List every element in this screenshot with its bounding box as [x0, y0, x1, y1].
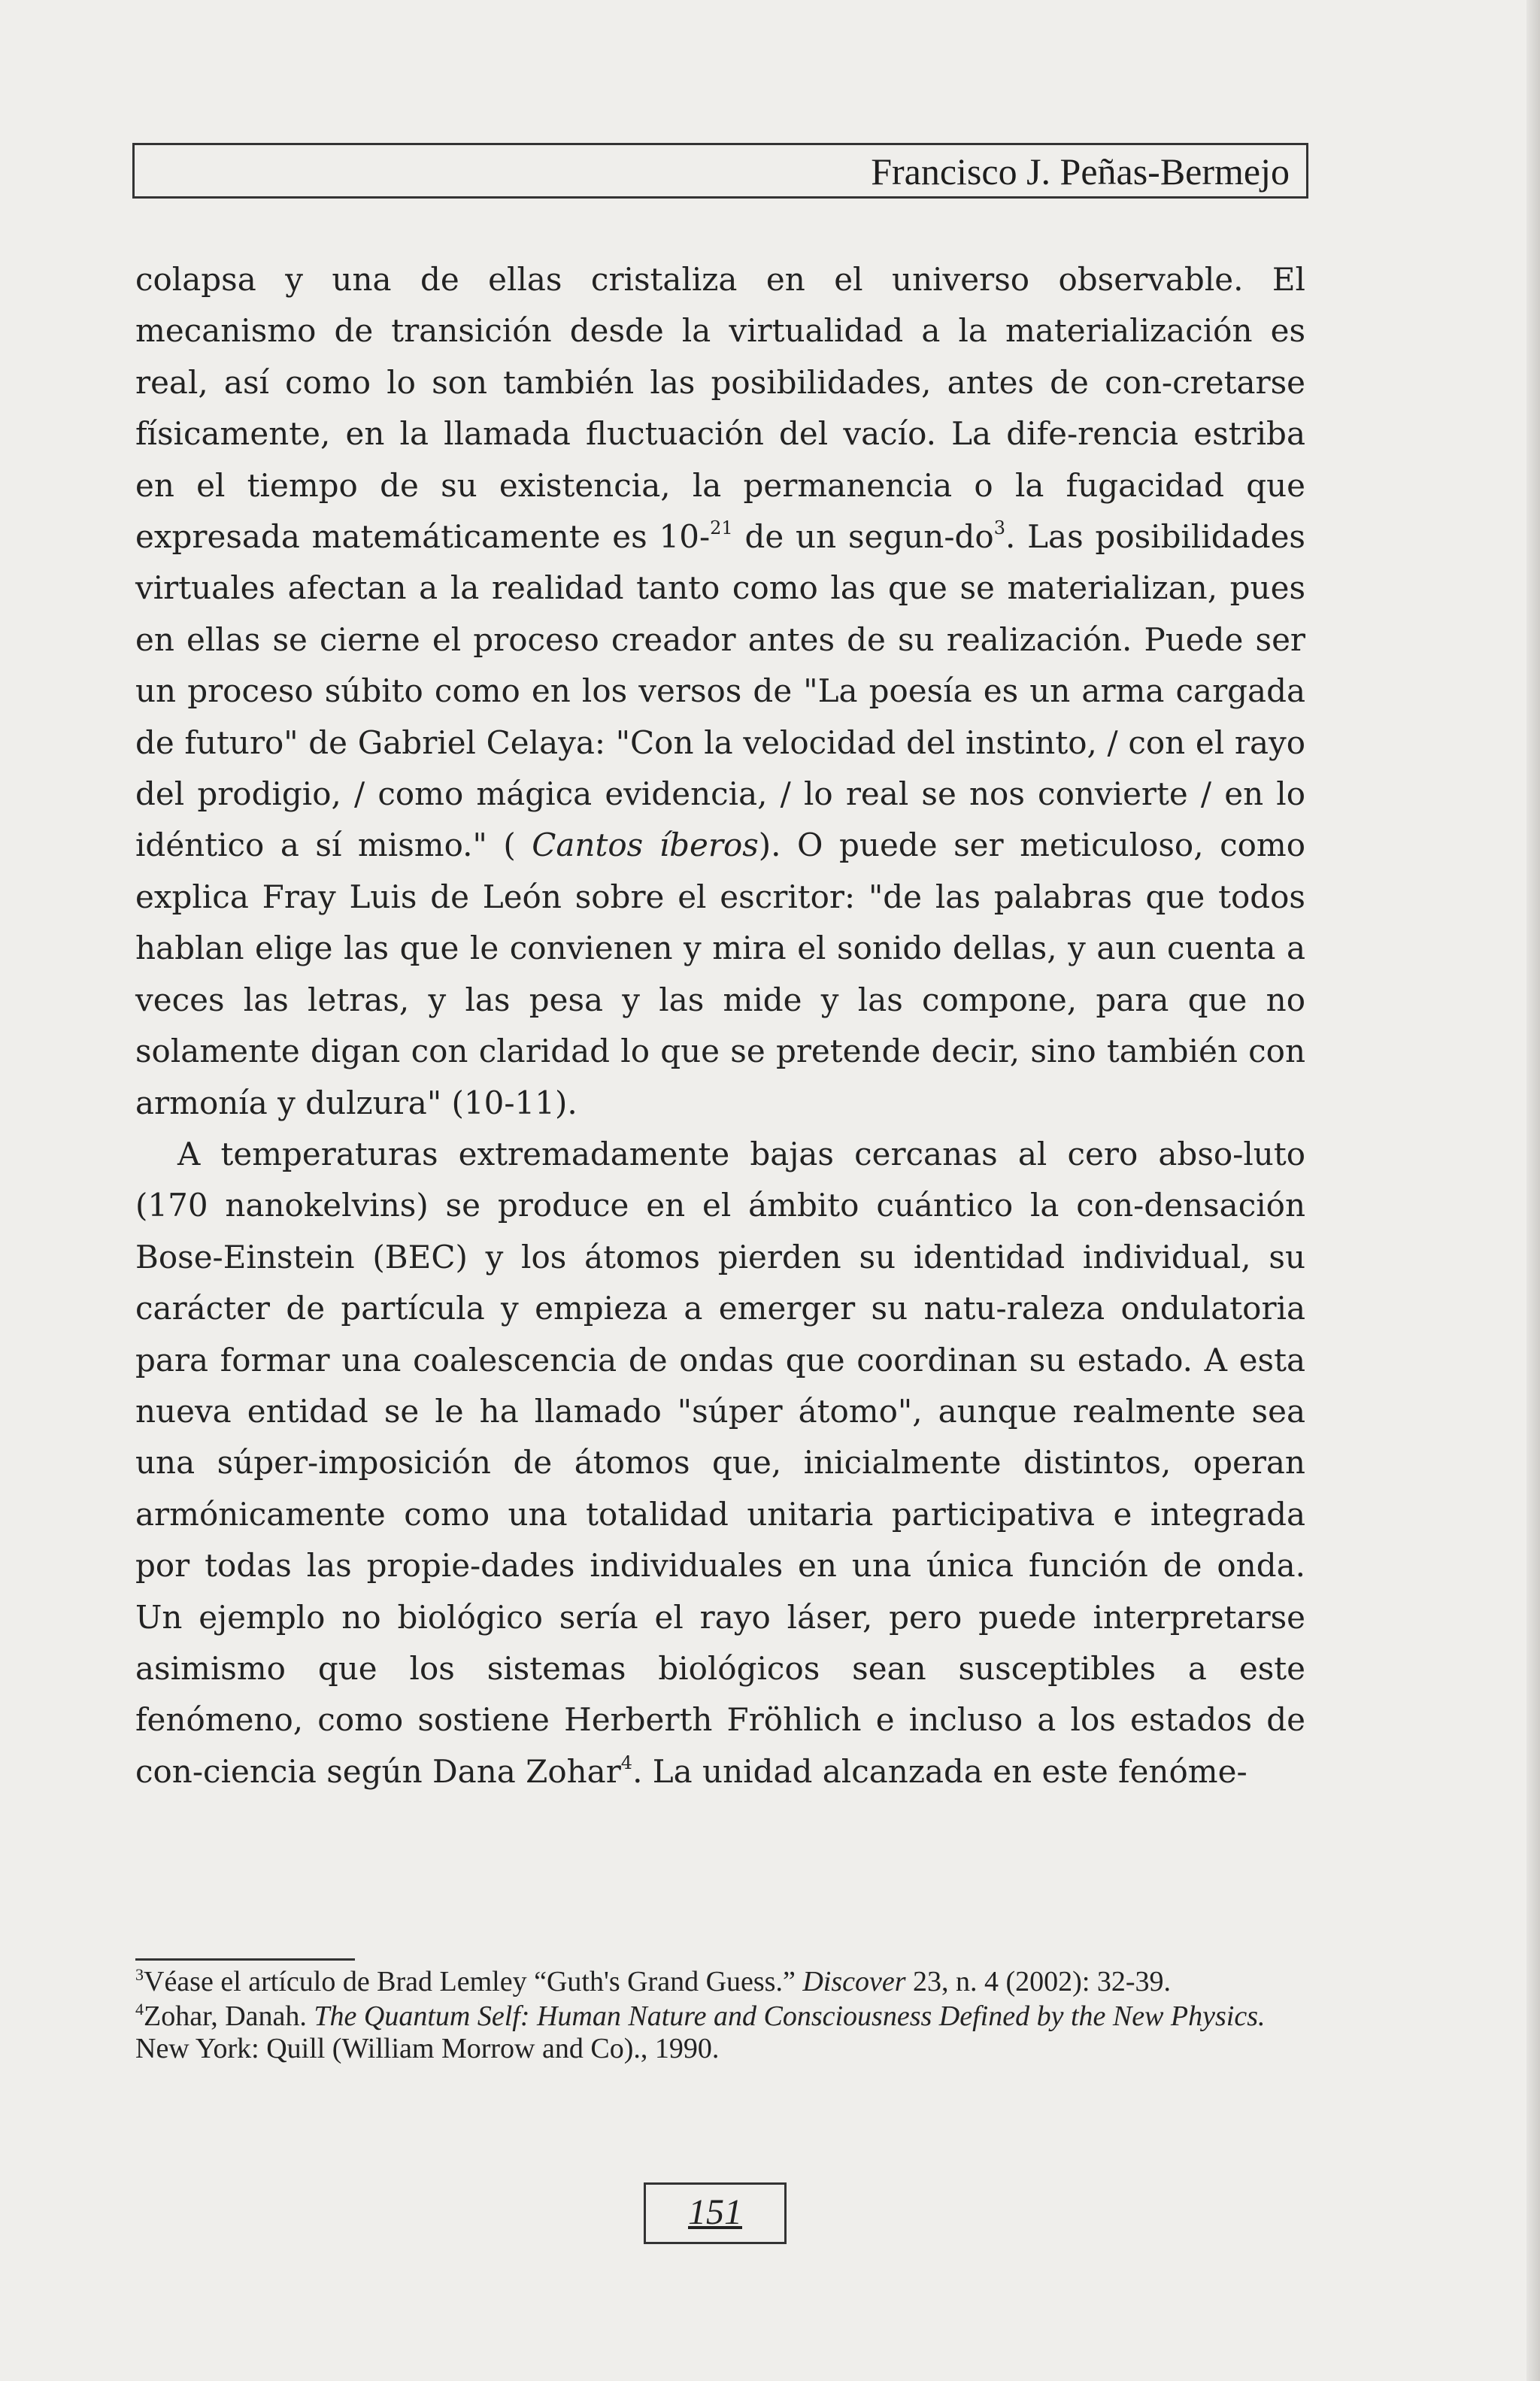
- footnote-italic: Discover: [802, 1966, 906, 1997]
- exponent: 21: [710, 517, 733, 539]
- footnote-ref-4[interactable]: 4: [620, 1752, 633, 1773]
- footnote-text: New York: Quill (William Morrow and Co)., 1990.: [135, 2033, 720, 2064]
- paragraph-1: [135, 254, 1305, 1129]
- page-number-box: [644, 2182, 787, 2244]
- footnote-text: Zohar, Danah.: [144, 2000, 314, 2032]
- footnote-text: Véase el artículo de Brad Lemley “Guth's Grand Guess.”: [144, 1966, 803, 1997]
- page-number: 151: [688, 2192, 742, 2232]
- paragraph-1-text-a: colapsa y una de ellas cristaliza en el universo observable. El mecanismo de transición desde la virtualidad a la materialización es real, así como lo son también las posibilidades, antes de con-cretarse físicamente, en la llamada fluctuación del vacío. La dife-rencia estriba en el tiempo de su existencia, la permanencia o la fugacidad que expresada matemáticamente es 10-: [135, 261, 1305, 556]
- footnote-mark: 3: [135, 1965, 144, 1984]
- footnote-3: [135, 1966, 1305, 1998]
- footnote-divider: [135, 1958, 355, 1961]
- footnote-italic: The Quantum Self: Human Nature and Consciousness Defined by the New Physics.: [314, 2000, 1266, 2032]
- footnote-4: [135, 2000, 1305, 2065]
- body-text: [135, 254, 1305, 1797]
- footnotes: [135, 1966, 1305, 2067]
- paragraph-1-text-d: ). O puede ser meticuloso, como explica Fray Luis de León sobre el escritor: "de las palabras que todos hablan elige las que le convienen y mira el sonido dellas, y aun cuenta a veces las letras, y las pesa y las mide y las compone, para que no solamente digan con claridad lo que se pretende decir, sino también con armonía y dulzura" (10-11).: [135, 827, 1305, 1121]
- paragraph-1-text-c: . Las posibilidades virtuales afectan a la realidad tanto como las que se materializan, pues en ellas se cierne el proceso creador antes de su realización. Puede ser un proceso súbito como en los versos de "La poesía es un arma cargada de futuro" de Gabriel Celaya: "Con la velocidad del instinto, / con el rayo del prodigio, / como mágica evidencia, / lo real se nos convierte / en lo idéntico a sí mismo." (: [135, 518, 1305, 864]
- paragraph-1-text-b: de un segun-do: [732, 518, 994, 556]
- paragraph-2-text-a: A temperaturas extremadamente bajas cercanas al cero abso-luto (170 nanokelvins) se produce en el ámbito cuántico la con-densación Bose-Einstein (BEC) y los átomos pierden su identidad individual, su carácter de partícula y empieza a emerger su natu-raleza ondulatoria para formar una coalescencia de ondas que coordinan su estado. A esta nueva entidad se le ha llamado "súper átomo", aunque realmente sea una súper-imposición de átomos que, inicialmente distintos, operan armónicamente como una totalidad unitaria participativa e integrada por todas las propie-dades individuales en una única función de onda. Un ejemplo no biológico sería el rayo láser, pero puede interpretarse asimismo que los sistemas biológicos sean susceptibles a este fenómeno, como sostiene Herberth Fröhlich e incluso a los estados de con-ciencia según Dana Zohar: [135, 1135, 1305, 1790]
- running-header: [132, 143, 1308, 199]
- paragraph-2-text-b: . La unidad alcanzada en este fenóme-: [632, 1752, 1247, 1790]
- footnote-ref-3[interactable]: 3: [993, 517, 1005, 539]
- paragraph-2: [135, 1129, 1305, 1797]
- book-title-cantos-iberos: Cantos íberos: [532, 827, 759, 864]
- header-author: Francisco J. Peñas-Bermejo: [871, 150, 1290, 193]
- page-edge-shadow: [1526, 0, 1540, 2381]
- footnote-text: 23, n. 4 (2002): 32-39.: [905, 1966, 1172, 1997]
- footnote-mark: 4: [135, 2000, 144, 2019]
